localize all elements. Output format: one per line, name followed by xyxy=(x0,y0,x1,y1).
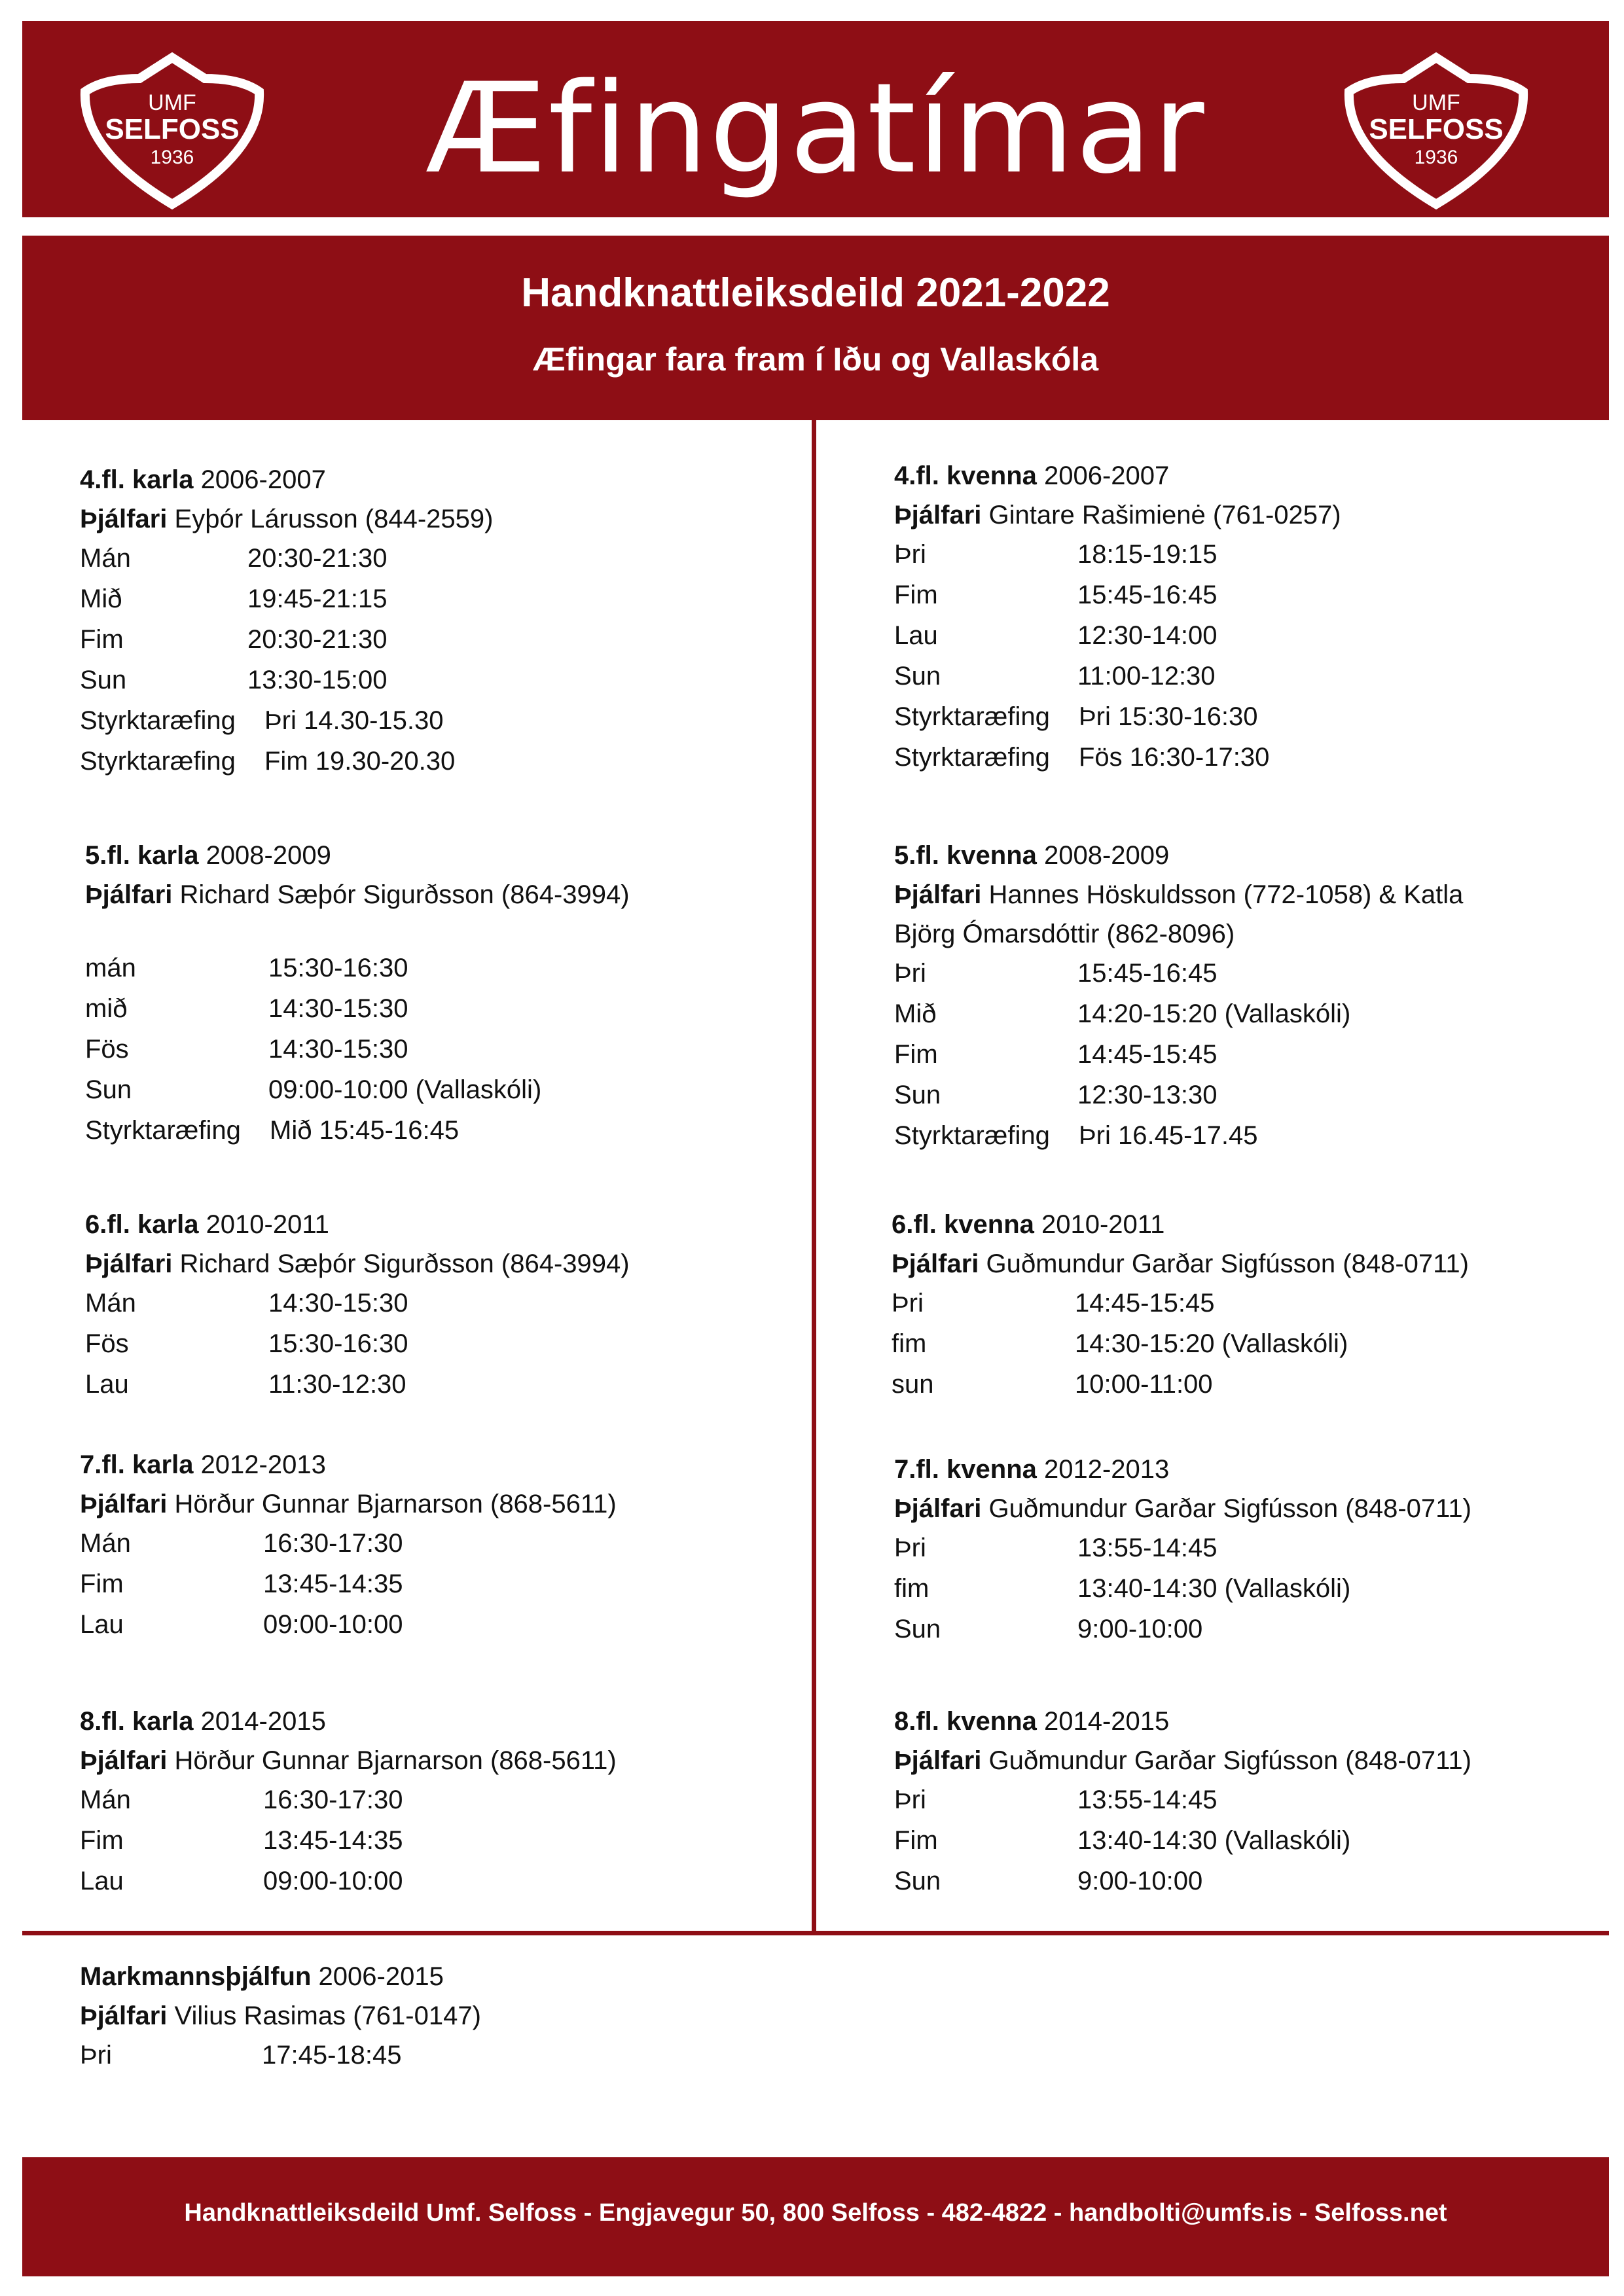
schedule-time: 14:20-15:20 (Vallaskóli) xyxy=(1077,999,1351,1028)
schedule-row xyxy=(85,1324,630,1365)
coach-line xyxy=(892,1244,1469,1283)
coach-line xyxy=(80,499,493,539)
schedule-time: 20:30-21:30 xyxy=(247,544,388,573)
coach-line xyxy=(80,1484,617,1524)
header-banner xyxy=(22,21,1609,217)
schedule-time: 15:30-16:30 xyxy=(268,1329,408,1358)
schedule-day: Þri xyxy=(894,540,926,569)
group-heading xyxy=(80,1445,617,1484)
group-years: 2014-2015 xyxy=(200,1707,326,1736)
schedule-day: Mán xyxy=(80,1529,131,1558)
schedule-row xyxy=(894,1075,1463,1116)
coach-label: Þjálfari xyxy=(894,501,982,529)
schedule-time: 13:45-14:35 xyxy=(263,1570,403,1598)
coach-line xyxy=(894,495,1341,535)
group-heading xyxy=(894,1702,1471,1741)
group-7fl-kvenna xyxy=(894,1450,1471,1650)
schedule-day: Sun xyxy=(894,662,941,691)
schedule-row xyxy=(894,954,1463,994)
banner-title: Handknattleiksdeild 2021-2022 xyxy=(521,270,1110,315)
group-name: 7.fl. kvenna xyxy=(894,1455,1037,1484)
schedule-time: 16:30-17:30 xyxy=(263,1785,403,1814)
schedule-row xyxy=(894,1116,1463,1157)
footer-banner xyxy=(22,2157,1609,2276)
schedule-time: 14:45-15:45 xyxy=(1075,1289,1215,1318)
group-name: 4.fl. karla xyxy=(80,465,194,494)
schedule-time: 15:45-16:45 xyxy=(1077,959,1218,988)
schedule-time: 13:55-14:45 xyxy=(1077,1534,1218,1562)
page-title: Æfingatímar xyxy=(425,56,1206,201)
group-heading xyxy=(894,1450,1471,1489)
coach-label: Þjálfari xyxy=(892,1249,979,1278)
schedule-day: Fim xyxy=(894,1040,938,1069)
schedule-day: Sun xyxy=(894,1081,941,1109)
schedule-day: Styrktaræfing xyxy=(85,1116,241,1145)
schedule-row xyxy=(894,738,1341,778)
coach-line xyxy=(894,1741,1471,1780)
schedule-row xyxy=(85,1111,630,1151)
coach-name: Richard Sæþór Sigurðsson (864-3994) xyxy=(179,880,630,909)
coach-label: Þjálfari xyxy=(85,1249,173,1278)
coach-name: Vilius Rasimas (761-0147) xyxy=(174,2001,481,2030)
svg-text:UMF: UMF xyxy=(1412,90,1460,115)
schedule-row xyxy=(80,1780,617,1821)
schedule-day: Styrktaræfing xyxy=(894,702,1050,731)
schedule-time: 16:30-17:30 xyxy=(263,1529,403,1558)
schedule-day: Fim xyxy=(80,625,124,654)
schedule-day: mið xyxy=(85,994,128,1023)
group-years: 2012-2013 xyxy=(200,1450,326,1479)
group-name: 8.fl. kvenna xyxy=(894,1707,1037,1736)
schedule-time: 09:00-10:00 xyxy=(263,1867,403,1895)
schedule-row xyxy=(80,742,493,782)
schedule-row xyxy=(85,1283,630,1324)
group-heading xyxy=(80,460,493,499)
schedule-day: fim xyxy=(894,1574,929,1603)
schedule-row xyxy=(80,1821,617,1861)
schedule-time: 12:30-13:30 xyxy=(1077,1081,1218,1109)
coach-line xyxy=(80,1996,481,2036)
coach-name: Guðmundur Garðar Sigfússon (848-0711) xyxy=(988,1494,1471,1523)
schedule-time: 17:45-18:45 xyxy=(262,2041,402,2070)
schedule-time: 09:00-10:00 (Vallaskóli) xyxy=(268,1075,542,1104)
schedule-time: 20:30-21:30 xyxy=(247,625,388,654)
group-years: 2010-2011 xyxy=(1041,1210,1165,1239)
schedule-time: Fim 19.30-20.30 xyxy=(264,747,456,776)
schedule-day: Sun xyxy=(80,666,127,694)
group-5fl-kvenna xyxy=(894,836,1463,1157)
schedule-row xyxy=(80,579,493,620)
group-markmannsthjalfun xyxy=(80,1957,481,2076)
schedule-row xyxy=(80,1524,617,1564)
group-name: 5.fl. karla xyxy=(85,841,199,870)
group-heading xyxy=(894,456,1341,495)
svg-text:UMF: UMF xyxy=(148,90,196,115)
schedule-day: Þri xyxy=(80,2041,112,2070)
schedule-time: 13:30-15:00 xyxy=(247,666,388,694)
svg-text:1936: 1936 xyxy=(1414,147,1458,168)
schedule-day: Mán xyxy=(85,1289,136,1318)
schedule-time: 9:00-10:00 xyxy=(1077,1615,1203,1643)
schedule-day: Sun xyxy=(894,1867,941,1895)
coach-label: Þjálfari xyxy=(80,505,168,533)
schedule-row xyxy=(894,1569,1471,1609)
group-5fl-karla xyxy=(85,836,630,1151)
coach-name-continued: Björg Ómarsdóttir (862-8096) xyxy=(894,920,1235,948)
schedule-row xyxy=(85,948,630,989)
group-name: 4.fl. kvenna xyxy=(894,461,1037,490)
coach-line xyxy=(80,1741,617,1780)
schedule-time: 09:00-10:00 xyxy=(263,1610,403,1639)
section-divider xyxy=(22,1931,1609,1935)
schedule-day: Styrktaræfing xyxy=(80,747,236,776)
schedule-time: Þri 16.45-17.45 xyxy=(1079,1121,1258,1150)
coach-name: Gintare Rašimienė (761-0257) xyxy=(988,501,1341,529)
group-heading xyxy=(892,1205,1469,1244)
schedule-row xyxy=(894,1609,1471,1650)
svg-text:SELFOSS: SELFOSS xyxy=(1369,113,1504,145)
group-years: 2012-2013 xyxy=(1044,1455,1170,1484)
schedule-time: 18:15-19:15 xyxy=(1077,540,1218,569)
group-years: 2006-2007 xyxy=(200,465,326,494)
group-years: 2006-2015 xyxy=(318,1962,444,1991)
group-7fl-karla xyxy=(80,1445,617,1645)
coach-label: Þjálfari xyxy=(80,2001,168,2030)
schedule-row xyxy=(894,1528,1471,1569)
schedule-day: Þri xyxy=(894,1785,926,1814)
group-years: 2006-2007 xyxy=(1044,461,1170,490)
group-years: 2008-2009 xyxy=(206,841,331,870)
schedule-day: Fim xyxy=(80,1570,124,1598)
group-name: 6.fl. karla xyxy=(85,1210,199,1239)
column-divider xyxy=(812,420,816,1931)
group-heading xyxy=(894,836,1463,875)
group-6fl-karla xyxy=(85,1205,630,1405)
schedule-day: Styrktaræfing xyxy=(894,1121,1050,1150)
schedule-day: Fim xyxy=(894,581,938,609)
schedule-row xyxy=(85,1070,630,1111)
schedule-row xyxy=(894,535,1341,575)
schedule-row xyxy=(894,656,1341,697)
coach-label: Þjálfari xyxy=(894,1746,982,1775)
group-years: 2014-2015 xyxy=(1044,1707,1170,1736)
group-heading xyxy=(80,1702,617,1741)
schedule-row xyxy=(894,1780,1471,1821)
schedule-day: Sun xyxy=(85,1075,132,1104)
schedule-day: Þri xyxy=(894,1534,926,1562)
schedule-row xyxy=(894,616,1341,656)
schedule-row xyxy=(892,1324,1469,1365)
group-years: 2008-2009 xyxy=(1044,841,1170,870)
schedule-time: 14:30-15:30 xyxy=(268,994,408,1023)
schedule-time: Fös 16:30-17:30 xyxy=(1079,743,1270,772)
schedule-day: Fös xyxy=(85,1035,129,1064)
schedule-time: 14:30-15:20 (Vallaskóli) xyxy=(1075,1329,1348,1358)
schedule-row xyxy=(80,660,493,701)
coach-line xyxy=(894,1489,1471,1528)
schedule-day: Lau xyxy=(80,1867,124,1895)
schedule-day: Styrktaræfing xyxy=(80,706,236,735)
schedule-day: Styrktaræfing xyxy=(894,743,1050,772)
group-8fl-kvenna xyxy=(894,1702,1471,1902)
group-years: 2010-2011 xyxy=(206,1210,329,1239)
coach-line xyxy=(85,875,630,914)
schedule-day: Mið xyxy=(80,584,122,613)
banner-subtitle: Æfingar fara fram í Iðu og Vallaskóla xyxy=(532,341,1099,378)
schedule-day: Þri xyxy=(892,1289,924,1318)
schedule-row xyxy=(894,994,1463,1035)
schedule-row xyxy=(80,1861,617,1902)
coach-label: Þjálfari xyxy=(894,1494,982,1523)
schedule-day: Lau xyxy=(894,621,938,650)
svg-text:SELFOSS: SELFOSS xyxy=(105,113,240,145)
coach-name: Eyþór Lárusson (844-2559) xyxy=(174,505,494,533)
schedule-day: Fim xyxy=(80,1826,124,1855)
schedule-time: Mið 15:45-16:45 xyxy=(270,1116,460,1145)
coach-name: Hannes Höskuldsson (772-1058) & Katla xyxy=(988,880,1464,909)
coach-name: Richard Sæþór Sigurðsson (864-3994) xyxy=(179,1249,630,1278)
schedule-time: 15:30-16:30 xyxy=(268,954,408,982)
coach-name: Guðmundur Garðar Sigfússon (848-0711) xyxy=(986,1249,1469,1278)
schedule-row xyxy=(894,1821,1471,1861)
schedule-day: Mán xyxy=(80,544,131,573)
coach-name: Hörður Gunnar Bjarnarson (868-5611) xyxy=(174,1490,617,1518)
group-name: 5.fl. kvenna xyxy=(894,841,1037,870)
schedule-time: 13:40-14:30 (Vallaskóli) xyxy=(1077,1574,1351,1603)
coach-label: Þjálfari xyxy=(894,880,982,909)
selfoss-logo xyxy=(1341,52,1531,209)
schedule-row xyxy=(894,1861,1471,1902)
info-banner xyxy=(22,236,1609,420)
coach-line xyxy=(85,1244,630,1283)
schedule-day: Mán xyxy=(80,1785,131,1814)
schedule-row xyxy=(85,1030,630,1070)
footer-contact: Handknattleiksdeild Umf. Selfoss - Engjavegur 50, 800 Selfoss - 482-4822 - handbolti@umfs.is - Selfoss.net xyxy=(184,2199,1447,2227)
schedule-day: Mið xyxy=(894,999,937,1028)
group-6fl-kvenna xyxy=(892,1205,1469,1405)
schedule-time: 9:00-10:00 xyxy=(1077,1867,1203,1895)
schedule-row xyxy=(80,1605,617,1645)
schedule-time: Þri 14.30-15.30 xyxy=(264,706,444,735)
schedule-row xyxy=(892,1283,1469,1324)
group-name: 6.fl. kvenna xyxy=(892,1210,1034,1239)
group-name: Markmannsþjálfun xyxy=(80,1962,312,1991)
schedule-day: Lau xyxy=(85,1370,129,1399)
group-name: 7.fl. karla xyxy=(80,1450,194,1479)
schedule-time: 11:30-12:30 xyxy=(268,1370,406,1399)
schedule-row xyxy=(894,697,1341,738)
schedule-time: 10:00-11:00 xyxy=(1075,1370,1213,1399)
schedule-row xyxy=(894,575,1341,616)
schedule-time: 13:55-14:45 xyxy=(1077,1785,1218,1814)
schedule-row xyxy=(80,2036,481,2076)
group-heading xyxy=(85,836,630,875)
coach-label: Þjálfari xyxy=(80,1490,168,1518)
schedule-time: 14:30-15:30 xyxy=(268,1289,408,1318)
schedule-time: 13:40-14:30 (Vallaskóli) xyxy=(1077,1826,1351,1855)
schedule-day: Sun xyxy=(894,1615,941,1643)
schedule-time: 12:30-14:00 xyxy=(1077,621,1218,650)
schedule-row xyxy=(80,539,493,579)
coach-label: Þjálfari xyxy=(80,1746,168,1775)
schedule-row xyxy=(892,1365,1469,1405)
schedule-time: 14:30-15:30 xyxy=(268,1035,408,1064)
group-heading xyxy=(80,1957,481,1996)
schedule-time: 15:45-16:45 xyxy=(1077,581,1218,609)
schedule-time: 14:45-15:45 xyxy=(1077,1040,1218,1069)
schedule-row xyxy=(85,1365,630,1405)
coach-name: Hörður Gunnar Bjarnarson (868-5611) xyxy=(174,1746,617,1775)
svg-text:1936: 1936 xyxy=(150,147,194,168)
group-4fl-kvenna xyxy=(894,456,1341,778)
schedule-time: 11:00-12:30 xyxy=(1077,662,1216,691)
schedule-day: mán xyxy=(85,954,136,982)
group-8fl-karla xyxy=(80,1702,617,1902)
schedule-day: sun xyxy=(892,1370,934,1399)
schedule-row xyxy=(80,701,493,742)
schedule-row xyxy=(894,1035,1463,1075)
coach-label: Þjálfari xyxy=(85,880,173,909)
schedule-day: fim xyxy=(892,1329,927,1358)
schedule-row xyxy=(85,989,630,1030)
schedule-time: 13:45-14:35 xyxy=(263,1826,403,1855)
group-name: 8.fl. karla xyxy=(80,1707,194,1736)
schedule-row xyxy=(80,620,493,660)
schedule-time: 19:45-21:15 xyxy=(247,584,388,613)
schedule-day: Fim xyxy=(894,1826,938,1855)
schedule-day: Lau xyxy=(80,1610,124,1639)
coach-line xyxy=(894,875,1463,914)
group-heading xyxy=(85,1205,630,1244)
schedule-day: Fös xyxy=(85,1329,129,1358)
schedule-row xyxy=(80,1564,617,1605)
group-4fl-karla xyxy=(80,460,493,782)
schedule-day: Þri xyxy=(894,959,926,988)
coach-name: Guðmundur Garðar Sigfússon (848-0711) xyxy=(988,1746,1471,1775)
schedule-time: Þri 15:30-16:30 xyxy=(1079,702,1258,731)
